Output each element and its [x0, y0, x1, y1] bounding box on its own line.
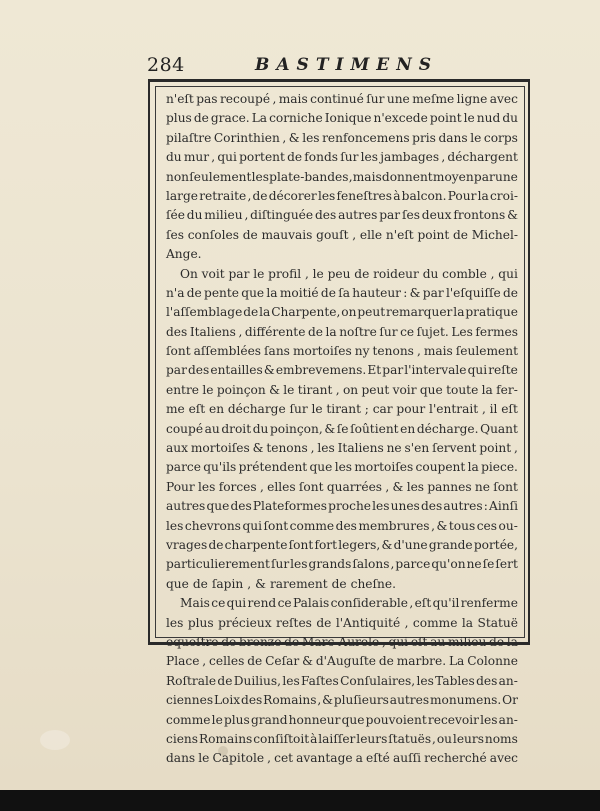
text-line: autres que des Plateformes proche les unes des autres : Ainſi: [166, 499, 518, 514]
text-line: Mais ce qui rend ce Palais conſiderable , eſt qu'il renferme: [180, 596, 518, 611]
paper-stain: [40, 730, 70, 750]
text-line: les chevrons qui ſont comme des membrures , & tous ces ou-: [166, 518, 518, 533]
text-line: plus de grace. La corniche Ionique n'excede point le nud du: [166, 111, 518, 126]
text-line: vrages de charpente ſont fort legers, & d'une grande portée,: [166, 537, 518, 552]
text-line: ſée du milieu , diſtinguée des autres par ſes deux frontons &: [166, 208, 518, 223]
text-line: les plus précieux reſtes de l'Antiquité , comme la Statuë: [166, 615, 518, 630]
text-line: particulierement ſur les grands ſalons , parce qu'on ne ſe ſert: [166, 557, 518, 572]
text-line: n'a de pente que la moitié de ſa hauteur : & par l'eſquiſſe de: [166, 285, 518, 300]
page-number: 284: [147, 54, 185, 76]
text-line: l'aſſemblage de la Charpente, on peut remarquer la pratique: [166, 305, 518, 320]
text-line: du mur , qui portent de fonds ſur les jambages , déchargent: [166, 150, 518, 165]
text-line: des Italiens , différente de la noſtre ſur ce ſujet. Les fermes: [166, 324, 518, 339]
text-line: entre le poinçon & le tirant , on peut voir que toute la fer-: [166, 382, 518, 397]
text-line: dans le Capitole , cet avantage a eſté auſſi recherché avec: [166, 751, 518, 766]
text-line: parce qu'ils prétendent que les mortoiſes coupent la piece.: [166, 460, 518, 475]
text-line: que de ſapin , & rarement de cheſne.: [166, 576, 396, 591]
text-line: equeſtre de bronze de Marc-Aurele , qui eſt au milieu de la: [166, 634, 518, 649]
text-line: ciennes Loix des Romains , & pluſieurs autres monumens. Or: [166, 693, 518, 708]
text-line: large retraite , de décorer les feneſtres à balcon. Pour la croi-: [166, 188, 518, 203]
text-line: coupé au droit du poinçon, & ſe ſoûtient en décharge. Quant: [166, 421, 518, 436]
text-line: ſont aſſemblées ſans mortoiſes ny tenons , mais ſeulement: [166, 344, 518, 359]
text-line: ciens Romains conſiſtoit à laiſſer leurs ſtatuës , ou leurs noms: [166, 731, 518, 746]
text-line: Roſtrale de Duilius, les Faſtes Conſulaires, les Tables des an-: [166, 673, 518, 688]
body-text: [166, 90, 518, 769]
text-line: Place , celles de Ceſar & d'Auguſte de marbre. La Colonne: [166, 654, 518, 669]
text-line: Pour les forces , elles ſont quarrées , & les pannes ne ſont: [166, 479, 518, 494]
running-title: BASTIMENS: [255, 55, 439, 75]
text-line: On voit par le profil , le peu de roideur du comble , qui: [180, 266, 518, 281]
text-line: comme le plus grand honneur que pouvoient recevoir les an-: [166, 712, 518, 727]
text-line: non ſeulement les plate-bandes , mais donnent moyen par une: [166, 169, 518, 184]
text-line: me eſt en décharge ſur le tirant ; car pour l'entrait , il eſt: [166, 402, 518, 417]
text-line: par des entailles & embrevemens. Et par l'intervale qui reſte: [166, 363, 518, 378]
text-line: Ange.: [166, 247, 202, 262]
scan-bottom-edge: [0, 790, 600, 811]
text-line: n'eſt pas recoupé , mais continué ſur une meſme ligne avec: [166, 92, 518, 106]
text-line: aux mortoiſes & tenons , les Italiens ne s'en ſervent point ,: [166, 441, 518, 456]
text-line: pilaſtre Corinthien , & les renfoncemens pris dans le corps: [166, 130, 518, 145]
text-line: ſes conſoles de mauvais gouſt , elle n'eſt point de Michel-: [166, 227, 518, 242]
